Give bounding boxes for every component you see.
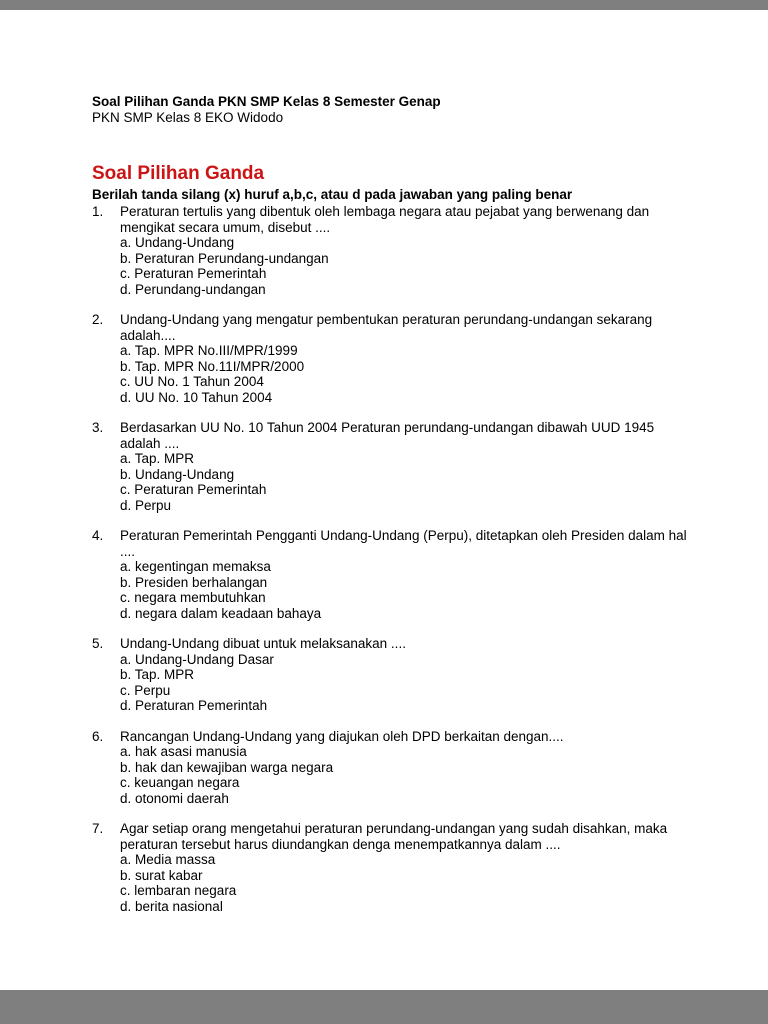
option-line: d. berita nasional (120, 898, 223, 914)
question-body (120, 729, 698, 807)
document-page (0, 10, 768, 990)
option-line: c. negara membutuhkan (120, 590, 266, 605)
question-number: 2. (92, 312, 104, 327)
option-line: a. Media massa (120, 852, 216, 867)
option-line: b. Presiden berhalangan (120, 574, 268, 590)
question-text: Undang-Undang dibuat untuk melaksanakan .... (120, 636, 406, 651)
question-text: Agar setiap orang mengetahui peraturan perundang-undangan yang sudah disahkan, maka peraturan tersebut harus diundangkan denga menempatkannya dalam .... (120, 821, 668, 852)
document-header-title: Soal Pilihan Ganda PKN SMP Kelas 8 Semester Genap (92, 94, 441, 109)
option-line: a. Undang-Undang Dasar (120, 651, 274, 667)
question-body (120, 204, 698, 297)
document-header-subtitle: PKN SMP Kelas 8 EKO Widodo (92, 110, 284, 125)
question-number: 7. (92, 821, 104, 836)
question-body (120, 636, 698, 714)
question-body (120, 528, 698, 621)
option-line: d. Peraturan Pemerintah (120, 698, 268, 713)
question-number: 4. (92, 528, 104, 543)
option-line: a. Tap. MPR No.III/MPR/1999 (120, 343, 298, 358)
option-line: b. surat kabar (120, 867, 203, 883)
question (92, 312, 698, 405)
option-line: d. negara dalam keadaan bahaya (120, 605, 322, 621)
option-line: c. lembaran negara (120, 883, 237, 898)
option-line: a. kegentingan memaksa (120, 559, 271, 574)
question (92, 420, 698, 513)
option-line: b. Peraturan Perundang-undangan (120, 250, 329, 266)
question-body (120, 312, 698, 405)
option-line: c. Peraturan Pemerintah (120, 482, 267, 497)
option-line: d. otonomi daerah (120, 790, 229, 806)
option-line: b. Tap. MPR No.11I/MPR/2000 (120, 358, 305, 374)
question (92, 821, 698, 914)
question-text: Berdasarkan UU No. 10 Tahun 2004 Peraturan perundang-undangan dibawah UUD 1945 adalah .... (120, 420, 655, 451)
option-line: a. Undang-Undang (120, 235, 235, 250)
question (92, 204, 698, 297)
option-line: d. Perundang-undangan (120, 281, 266, 297)
option-line: c. keuangan negara (120, 775, 240, 790)
option-line: c. Peraturan Pemerintah (120, 266, 267, 281)
question-body (120, 420, 698, 513)
option-line: a. hak asasi manusia (120, 744, 247, 759)
question-text: Peraturan tertulis yang dibentuk oleh lembaga negara atau pejabat yang berwenang dan mengikat secara umum, disebut .... (120, 204, 650, 235)
question-number: 1. (92, 204, 104, 219)
instruction-text: Berilah tanda silang (x) huruf a,b,c, atau d pada jawaban yang paling benar (92, 187, 573, 202)
question-number: 6. (92, 728, 104, 744)
question-number: 5. (92, 636, 104, 651)
option-line: b. hak dan kewajiban warga negara (120, 759, 334, 775)
question (92, 636, 698, 714)
question-text: Rancangan Undang-Undang yang diajukan oleh DPD berkaitan dengan.... (120, 728, 564, 744)
option-line: c. Perpu (120, 682, 171, 698)
section-title: Soal Pilihan Ganda (92, 163, 265, 184)
question-number: 3. (92, 420, 104, 435)
questions-list (92, 204, 698, 914)
question (92, 528, 698, 621)
option-line: d. Perpu (120, 497, 172, 513)
question (92, 729, 698, 807)
question-text: Peraturan Pemerintah Pengganti Undang-Undang (Perpu), ditetapkan oleh Presiden dalam hal .... (120, 528, 687, 559)
option-line: a. Tap. MPR (120, 451, 195, 466)
option-line: c. UU No. 1 Tahun 2004 (120, 374, 264, 389)
option-line: d. UU No. 10 Tahun 2004 (120, 389, 273, 405)
question-text: Undang-Undang yang mengatur pembentukan peraturan perundang-undangan sekarang adalah.... (120, 312, 653, 343)
option-line: b. Tap. MPR (120, 667, 195, 682)
option-line: b. Undang-Undang (120, 466, 235, 482)
question-body (120, 821, 698, 914)
